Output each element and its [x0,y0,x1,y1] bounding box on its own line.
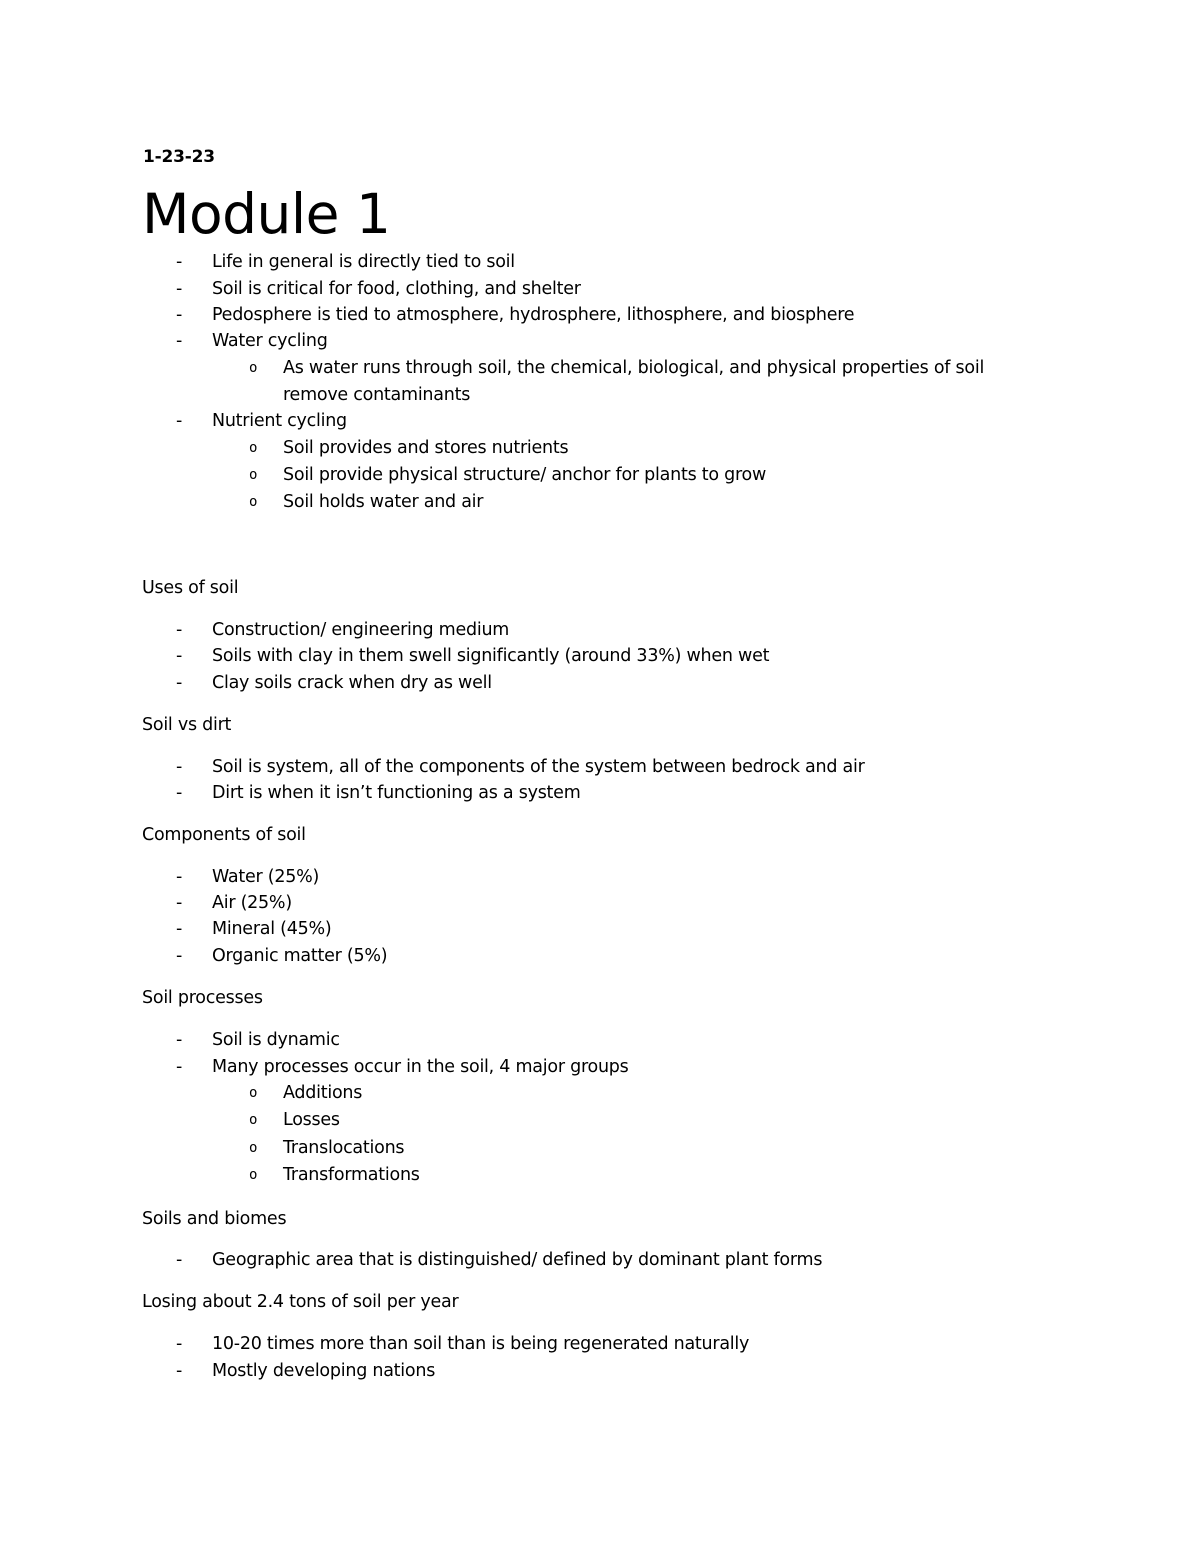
list-item: Geographic area that is distinguished/ defined by dominant plant forms [212,1250,823,1270]
dash-bullet: - [176,919,183,939]
dash-bullet: - [176,1334,183,1354]
sub-list-item: As water runs through soil, the chemical, biological, and physical properties of soil [283,358,985,378]
list-item: Soils with clay in them swell significantly (around 33%) when wet [212,646,770,666]
circle-bullet: o [249,494,258,510]
section-heading: Soils and biomes [142,1209,287,1229]
list-item: Dirt is when it isn’t functioning as a system [212,783,581,803]
dash-bullet: - [176,411,183,431]
date-heading: 1-23-23 [143,147,215,167]
circle-bullet: o [249,1112,258,1128]
list-item: Construction/ engineering medium [212,620,510,640]
list-item: 10-20 times more than soil than is being regenerated naturally [212,1334,750,1354]
circle-bullet: o [249,467,258,483]
section-heading: Soil vs dirt [142,715,232,735]
list-item: Nutrient cycling [212,411,347,431]
circle-bullet: o [249,1167,258,1183]
sub-list-item: Losses [283,1110,340,1130]
list-item: Pedosphere is tied to atmosphere, hydrosphere, lithosphere, and biosphere [212,305,855,325]
section-heading: Soil processes [142,988,263,1008]
dash-bullet: - [176,1361,183,1381]
sub-list-item: Transformations [283,1165,420,1185]
section-heading: Losing about 2.4 tons of soil per year [142,1292,459,1312]
list-item: Mineral (45%) [212,919,332,939]
circle-bullet: o [249,440,258,456]
list-item: Water (25%) [212,867,320,887]
dash-bullet: - [176,893,183,913]
dash-bullet: - [176,331,183,351]
dash-bullet: - [176,783,183,803]
sub-list-item: Translocations [283,1138,405,1158]
circle-bullet: o [249,1140,258,1156]
section-heading: Uses of soil [142,578,239,598]
dash-bullet: - [176,279,183,299]
dash-bullet: - [176,646,183,666]
list-item: Mostly developing nations [212,1361,436,1381]
dash-bullet: - [176,620,183,640]
list-item: Soil is system, all of the components of the system between bedrock and air [212,757,865,777]
dash-bullet: - [176,757,183,777]
sub-list-item: Soil provides and stores nutrients [283,438,569,458]
list-item: Clay soils crack when dry as well [212,673,492,693]
dash-bullet: - [176,305,183,325]
list-item: Many processes occur in the soil, 4 major groups [212,1057,629,1077]
circle-bullet: o [249,360,258,376]
dash-bullet: - [176,1250,183,1270]
list-item: Soil is critical for food, clothing, and shelter [212,279,581,299]
list-item: Soil is dynamic [212,1030,340,1050]
list-item: Organic matter (5%) [212,946,388,966]
dash-bullet: - [176,252,183,272]
sub-list-item-continuation: remove contaminants [283,385,471,405]
sub-list-item: Soil holds water and air [283,492,484,512]
list-item: Water cycling [212,331,328,351]
list-item: Life in general is directly tied to soil [212,252,515,272]
circle-bullet: o [249,1085,258,1101]
sub-list-item: Additions [283,1083,363,1103]
list-item: Air (25%) [212,893,292,913]
dash-bullet: - [176,673,183,693]
dash-bullet: - [176,867,183,887]
sub-list-item: Soil provide physical structure/ anchor for plants to grow [283,465,767,485]
dash-bullet: - [176,1057,183,1077]
page-title: Module 1 [142,182,391,246]
dash-bullet: - [176,946,183,966]
dash-bullet: - [176,1030,183,1050]
section-heading: Components of soil [142,825,306,845]
